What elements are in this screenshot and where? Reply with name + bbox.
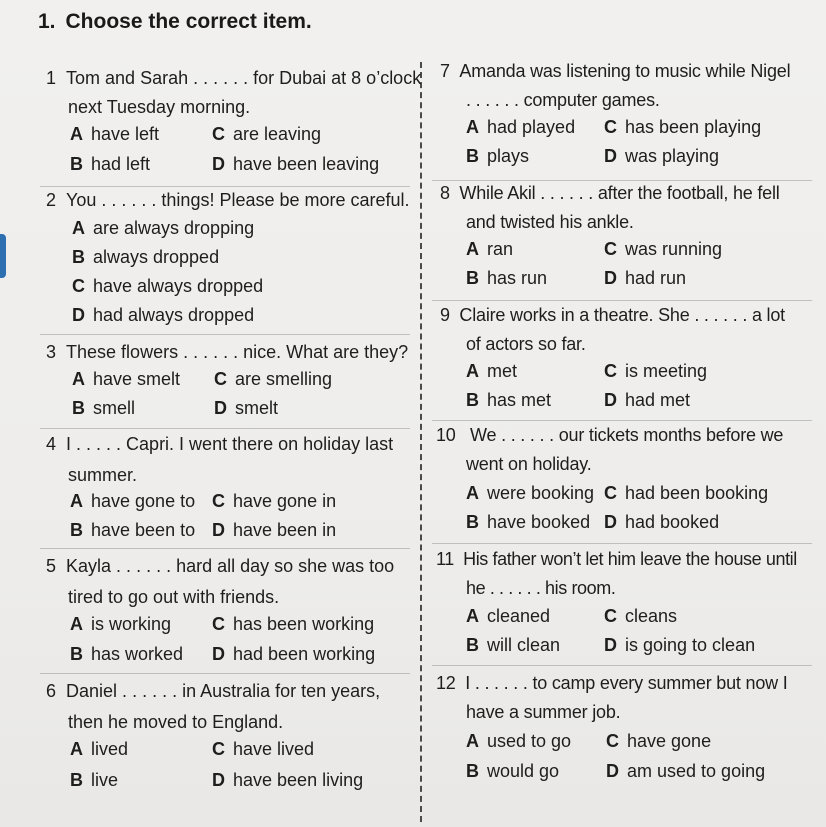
option-b[interactable]: B would go [466, 761, 560, 781]
question-number: 4 [46, 434, 57, 454]
question-text: went on holiday. [466, 454, 592, 474]
option-b[interactable]: B always dropped [72, 247, 220, 267]
question-text: . . . . . . computer games. [466, 90, 660, 110]
option-b[interactable]: B has run [466, 268, 548, 288]
separator [432, 543, 812, 544]
option-c[interactable]: C have gone in [212, 491, 337, 511]
option-d[interactable]: D was playing [604, 146, 720, 166]
option-a[interactable]: A met [466, 361, 518, 381]
option-b[interactable]: B smell [72, 398, 136, 418]
option-d[interactable]: D have been living [212, 770, 364, 790]
separator [40, 673, 410, 674]
question-text: of actors so far. [466, 334, 586, 354]
option-b[interactable]: B have been to [70, 520, 196, 540]
option-a[interactable]: A have gone to [70, 491, 196, 511]
option-c[interactable]: C has been playing [604, 117, 762, 137]
option-b[interactable]: B plays [466, 146, 530, 166]
question-text: then he moved to England. [68, 712, 284, 732]
option-c[interactable]: C cleans [604, 606, 678, 626]
question-text: tired to go out with friends. [68, 587, 280, 607]
question-1 [46, 64, 421, 122]
question-number: 10 [436, 425, 456, 445]
option-d[interactable]: D is going to clean [604, 635, 756, 655]
option-c[interactable]: C have always dropped [72, 276, 264, 296]
question-text: We . . . . . . our tickets months before we [470, 425, 784, 445]
option-b[interactable]: B has worked [70, 644, 184, 664]
option-a[interactable]: A lived [70, 739, 129, 759]
question-7 [440, 57, 790, 115]
question-text: You . . . . . . things! Please be more careful. [66, 190, 410, 210]
option-a[interactable]: A were booking [466, 483, 595, 503]
question-text: he . . . . . . his room. [466, 578, 616, 598]
question-text: Tom and Sarah . . . . . . for Dubai at 8 o’clock [66, 68, 422, 88]
option-c[interactable]: C had been booking [604, 483, 769, 503]
question-text: His father won’t let him leave the house until [463, 549, 797, 569]
option-a[interactable]: A had played [466, 117, 576, 137]
option-c[interactable]: C was running [604, 239, 723, 259]
option-a[interactable]: A cleaned [466, 606, 551, 626]
question-12 [436, 669, 788, 727]
question-text: and twisted his ankle. [466, 212, 634, 232]
option-a[interactable]: A have smelt [72, 369, 181, 389]
question-text: summer. [68, 465, 138, 485]
question-number: 7 [440, 61, 450, 81]
question-number: 6 [46, 681, 57, 701]
question-3 [46, 338, 408, 367]
question-text: Claire works in a theatre. She . . . . . . a lot [459, 305, 785, 325]
option-d[interactable]: D had run [604, 268, 687, 288]
option-d[interactable]: D have been leaving [212, 154, 380, 174]
option-d[interactable]: D am used to going [606, 761, 766, 781]
question-text: While Akil . . . . . . after the football, he fell [459, 183, 780, 203]
question-9 [440, 301, 785, 359]
column-divider [420, 62, 422, 822]
question-text: I . . . . . Capri. I went there on holiday last [66, 434, 394, 454]
question-number: 11 [436, 549, 454, 569]
question-8 [440, 179, 780, 237]
option-d[interactable]: D smelt [214, 398, 279, 418]
option-b[interactable]: B had left [70, 154, 151, 174]
question-6 [46, 677, 380, 737]
option-d[interactable]: D had met [604, 390, 691, 410]
question-number: 12 [436, 673, 456, 693]
question-number: 3 [46, 342, 57, 362]
separator [40, 548, 410, 549]
option-d[interactable]: D had been working [212, 644, 376, 664]
question-text: Daniel . . . . . . in Australia for ten years, [66, 681, 381, 701]
question-number: 2 [46, 190, 57, 210]
question-number: 8 [440, 183, 450, 203]
option-c[interactable]: C have lived [212, 739, 315, 759]
question-4 [46, 430, 393, 490]
option-a[interactable]: A used to go [466, 731, 572, 751]
question-10 [436, 421, 783, 479]
option-b[interactable]: B has met [466, 390, 552, 410]
option-b[interactable]: B have booked [466, 512, 591, 532]
exercise-number: 1. [38, 10, 56, 33]
question-text: next Tuesday morning. [68, 97, 251, 117]
option-c[interactable]: C has been working [212, 614, 375, 634]
question-text: Amanda was listening to music while Nigel [459, 61, 791, 81]
question-text: have a summer job. [466, 702, 621, 722]
question-2 [46, 186, 410, 215]
separator [40, 334, 410, 335]
page-edge-tab [0, 234, 6, 278]
option-a[interactable]: A ran [466, 239, 514, 259]
option-d[interactable]: D have been in [212, 520, 337, 540]
separator [432, 665, 812, 666]
question-number: 5 [46, 556, 57, 576]
option-d[interactable]: D had booked [604, 512, 720, 532]
question-5 [46, 552, 394, 612]
option-a[interactable]: A have left [70, 124, 160, 144]
option-d[interactable]: D had always dropped [72, 305, 255, 325]
option-b[interactable]: B live [70, 770, 119, 790]
option-c[interactable]: C is meeting [604, 361, 708, 381]
option-a[interactable]: A are always dropping [72, 218, 255, 238]
question-text: Kayla . . . . . . hard all day so she was too [66, 556, 395, 576]
exercise-heading [38, 10, 312, 34]
option-c[interactable]: C are smelling [214, 369, 333, 389]
exercise-title: Choose the correct item. [65, 10, 312, 33]
question-11 [436, 545, 797, 603]
question-number: 1 [46, 68, 57, 88]
question-number: 9 [440, 305, 450, 325]
question-text: These flowers . . . . . . nice. What are they? [66, 342, 409, 362]
option-c[interactable]: C are leaving [212, 124, 322, 144]
option-a[interactable]: A is working [70, 614, 172, 634]
separator [40, 428, 410, 429]
question-text: I . . . . . . to camp every summer but now I [465, 673, 788, 693]
option-c[interactable]: C have gone [606, 731, 712, 751]
option-b[interactable]: B will clean [466, 635, 561, 655]
